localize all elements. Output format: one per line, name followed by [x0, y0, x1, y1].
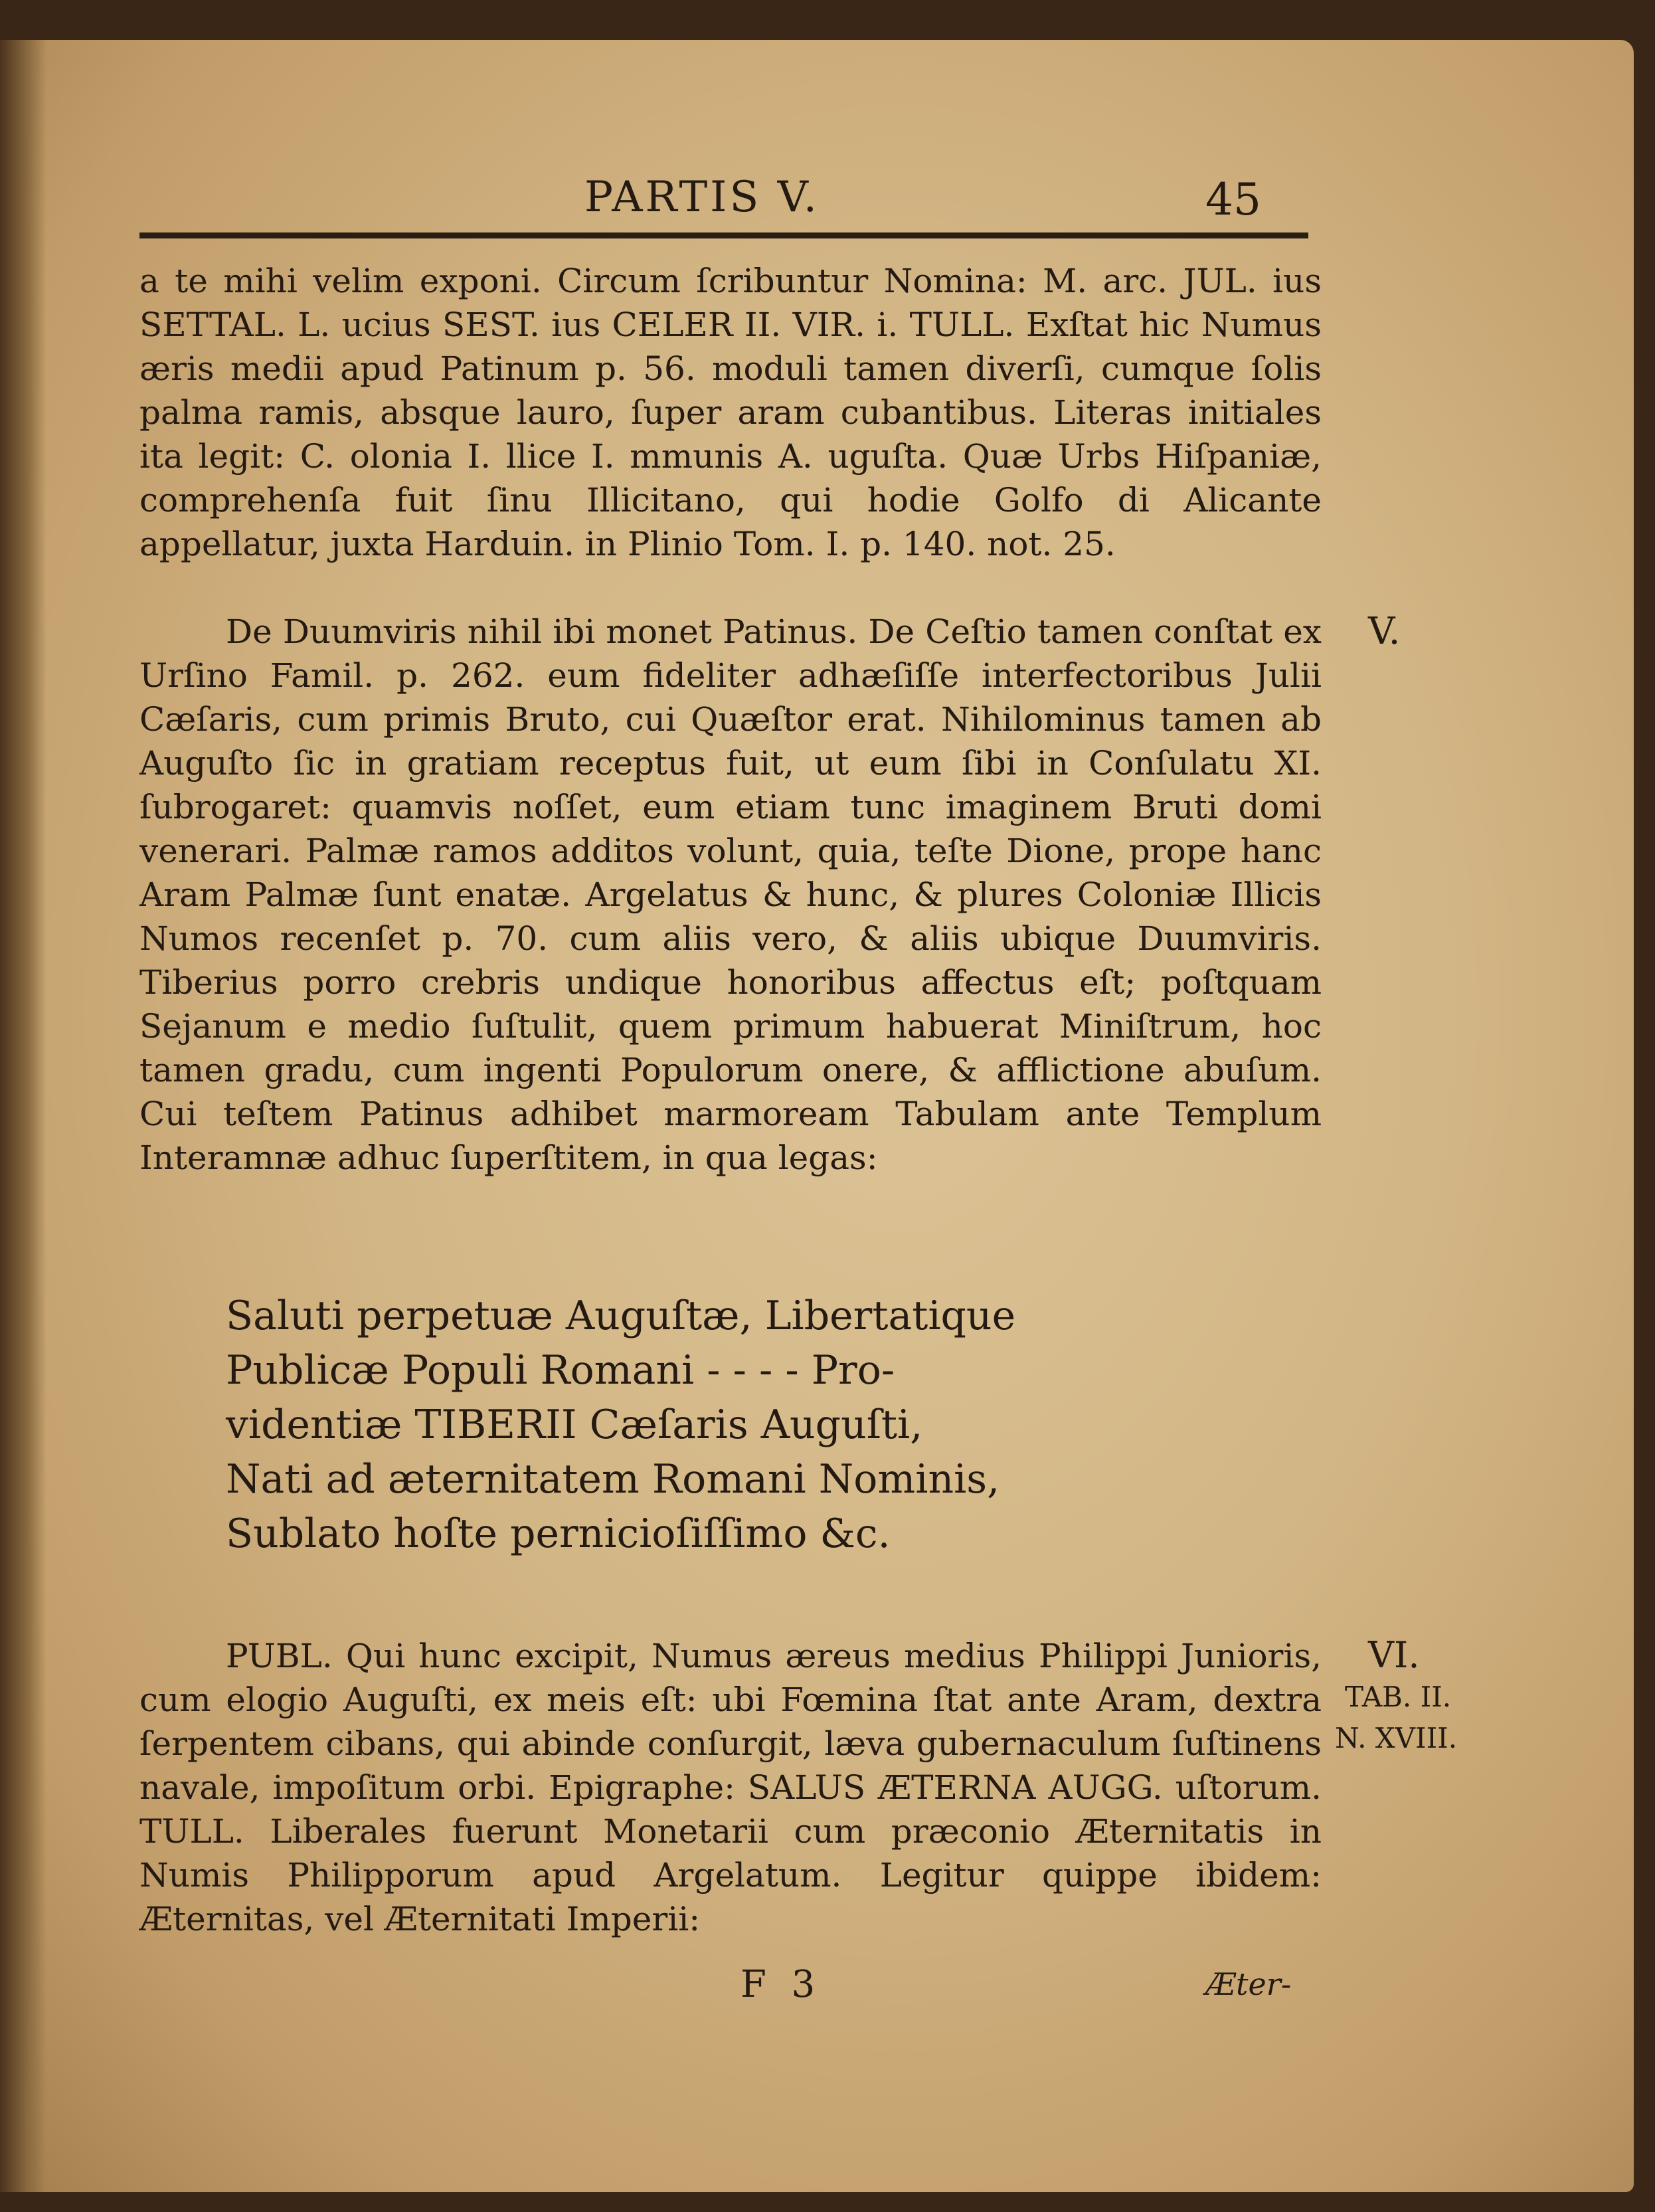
- inscription-block: [226, 1289, 1195, 1561]
- inscription-line: Saluti perpetuæ Auguſtæ, Libertatique: [226, 1293, 1016, 1339]
- header-rule: [139, 232, 1308, 238]
- inscription-line: Publicæ Populi Romani - - - - Pro-: [226, 1347, 895, 1394]
- margin-note-vi: VI.: [1368, 1634, 1420, 1676]
- paragraph-text: a te mihi velim exponi. Circum ſcribuntur Nomina: M. arc. JUL. ius SETTAL. L. ucius SEST. ius CELER II. VIR. i. TULL. Exſtat hic Numus æris medii apud Patinum p. 56. moduli tamen diverſi, cumque ſolis palma ramis, absque lauro, ſuper aram cubantibus. Literas initiales ita legit: C. olonia I. llice I. mmunis A. uguſta. Quæ Urbs Hiſpaniæ, comprehenſa fuit ſinu Illicitano, qui hodie Golfo di Alicante appellatur, juxta Harduin. in Plinio Tom. I. p. 140. not. 25.: [139, 262, 1322, 563]
- paragraph-1: [139, 259, 1322, 566]
- inscription-line: videntiæ TIBERII Cæſaris Auguſti,: [226, 1402, 923, 1448]
- signature-mark: F 3: [740, 1963, 822, 2006]
- margin-note-n: N. XVIII.: [1335, 1722, 1458, 1754]
- catchword: Æter-: [1205, 1966, 1292, 2002]
- inscription-line: Nati ad æternitatem Romani Nominis,: [226, 1456, 1000, 1503]
- paragraph-2: [139, 610, 1322, 1180]
- running-header-title: PARTIS V.: [584, 173, 820, 222]
- inscription-line: Sublato hoſte pernicioſiſſimo &c.: [226, 1511, 891, 1557]
- book-gutter: [0, 40, 46, 2192]
- paragraph-text: De Duumviris nihil ibi monet Patinus. De Ceſtio tamen conſtat ex Urſino Famil. p. 262. eum fideliter adhæſiſſe interfectoribus Julii Cæſaris, cum primis Bruto, cui Quæſtor erat. Nihilominus tamen ab Auguſto ſic in gratiam receptus fuit, ut eum ſibi in Conſulatu XI. ſubrogaret: quamvis noſſet, eum etiam tunc imaginem Bruti domi venerari. Palmæ ramos additos volunt, quia, teſte Dione, prope hanc Aram Palmæ ſunt enatæ. Argelatus & hunc, & plures Coloniæ Illicis Numos recenſet p. 70. cum aliis vero, & aliis ubique Duumviris. Tiberius porro crebris undique honoribus affectus eſt; poſtquam Sejanum e medio ſuſtulit, quem primum habuerat Miniſtrum, hoc tamen gradu, cum ingenti Populorum onere, & afflictione abuſum. Cui teſtem Patinus adhibet marmoream Tabulam ante Templum Interamnæ adhuc ſuperſtitem, in qua legas:: [139, 612, 1322, 1177]
- paragraph-text: PUBL. Qui hunc excipit, Numus æreus medius Philippi Junioris, cum elogio Auguſti, ex meis eſt: ubi Fœmina ſtat ante Aram, dextra ſerpentem cibans, qui abinde conſurgit, læva gubernaculum ſuſtinens navale, impoſitum orbi. Epigraphe: SALUS ÆTERNA AUGG. uſtorum. TULL. Liberales fuerunt Monetarii cum præconio Æternitatis in Numis Philipporum apud Argelatum. Legitur quippe ibidem: Æternitas, vel Æternitati Imperii:: [139, 1637, 1322, 1938]
- margin-note-tab: TAB. II.: [1345, 1681, 1452, 1713]
- page-number: 45: [1205, 174, 1261, 225]
- margin-note-v: V.: [1368, 610, 1401, 653]
- paragraph-3: [139, 1634, 1322, 1941]
